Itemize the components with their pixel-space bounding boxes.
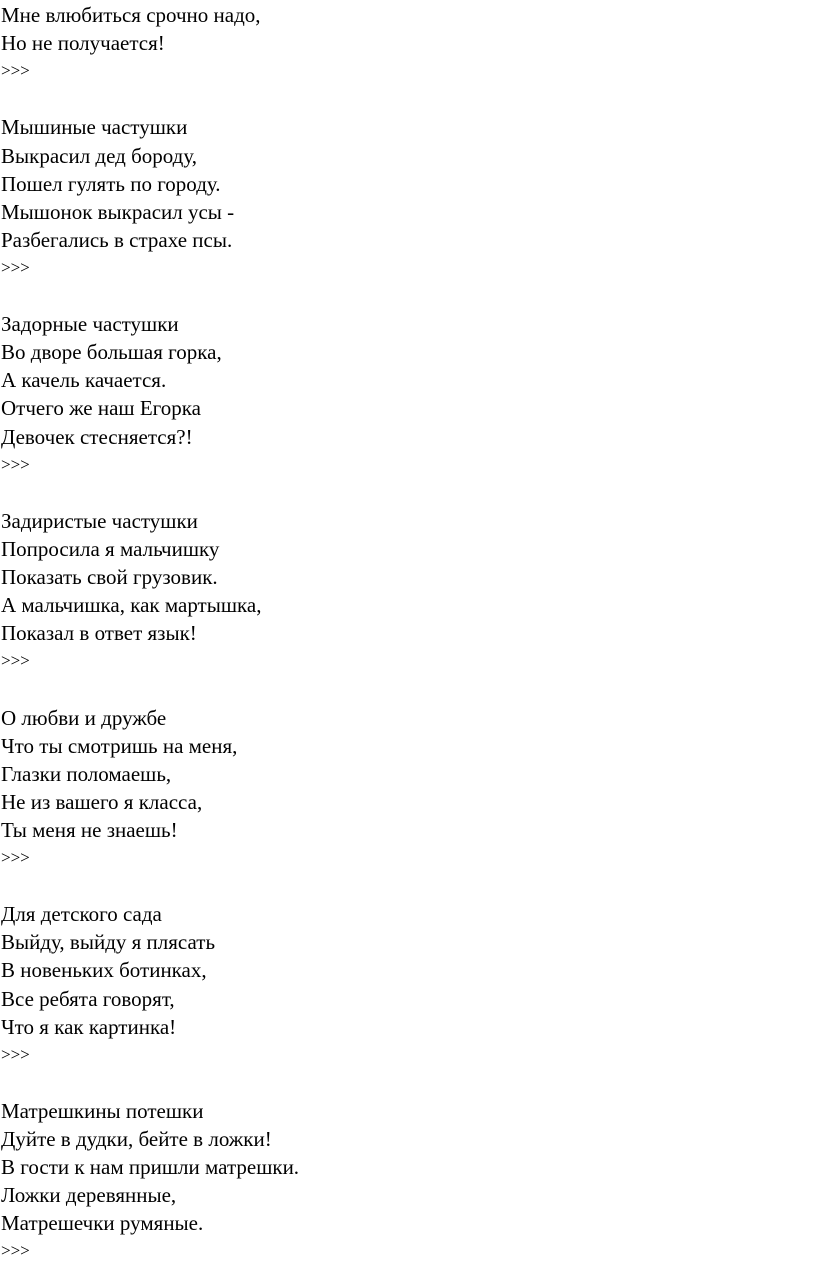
verse-line: Мышонок выкрасил усы -: [1, 199, 235, 224]
section-separator: >>>: [1, 454, 30, 474]
verse-line: Во дворе большая горка,: [1, 340, 222, 365]
section-separator: >>>: [1, 1241, 30, 1261]
verse-line: Выйду, выйду я плясать: [1, 930, 216, 955]
verse-line: Девочек стесняется?!: [1, 424, 193, 449]
verse-line: Пошел гулять по городу.: [1, 171, 221, 196]
section-separator: >>>: [1, 1044, 30, 1064]
section-heading: Задорные частушки: [1, 312, 179, 337]
verse-line: Выкрасил дед бороду,: [1, 143, 198, 168]
verse-line: В новеньких ботинках,: [1, 958, 207, 983]
verse-line: Глазки поломаешь,: [1, 761, 172, 786]
verse-line: Все ребята говорят,: [1, 986, 175, 1011]
verse-line: Но не получается!: [1, 31, 165, 56]
verse-line: А мальчишка, как мартышка,: [1, 593, 262, 618]
verse-line: Не из вашего я класса,: [1, 789, 203, 814]
section-heading: Мышиные частушки: [1, 115, 188, 140]
section-heading: О любви и дружбе: [1, 705, 167, 730]
verse-line: Попросила я мальчишку: [1, 536, 220, 561]
verse-line: Показал в ответ язык!: [1, 621, 197, 646]
section-separator: >>>: [1, 651, 30, 671]
section-separator: >>>: [1, 257, 30, 277]
verse-line: А качель качается.: [1, 368, 167, 393]
section-heading: Для детского сада: [1, 902, 162, 927]
section-separator: >>>: [1, 848, 30, 867]
verse-line: Что я как картинка!: [1, 1014, 177, 1039]
verse-line: Разбегались в страхе псы.: [1, 227, 233, 252]
verse-line: Дуйте в дудки, бейте в ложки!: [1, 1127, 272, 1151]
verse-line: Мне влюбиться срочно надо,: [1, 3, 261, 27]
section-heading: Матрешкины потешки: [1, 1098, 204, 1123]
verse-line: Ты меня не знаешь!: [1, 817, 178, 842]
verse-line: Ложки деревянные,: [1, 1183, 177, 1208]
verse-line: Что ты смотришь на меня,: [1, 733, 238, 758]
verse-line: В гости к нам пришли матрешки.: [1, 1155, 300, 1180]
verse-line: Отчего же наш Егорка: [1, 396, 201, 421]
verse-line: Матрешечки румяные.: [1, 1211, 204, 1236]
verse-line: Показать свой грузовик.: [1, 565, 218, 589]
section-separator: >>>: [1, 61, 30, 81]
section-heading: Задиристые частушки: [1, 508, 198, 533]
